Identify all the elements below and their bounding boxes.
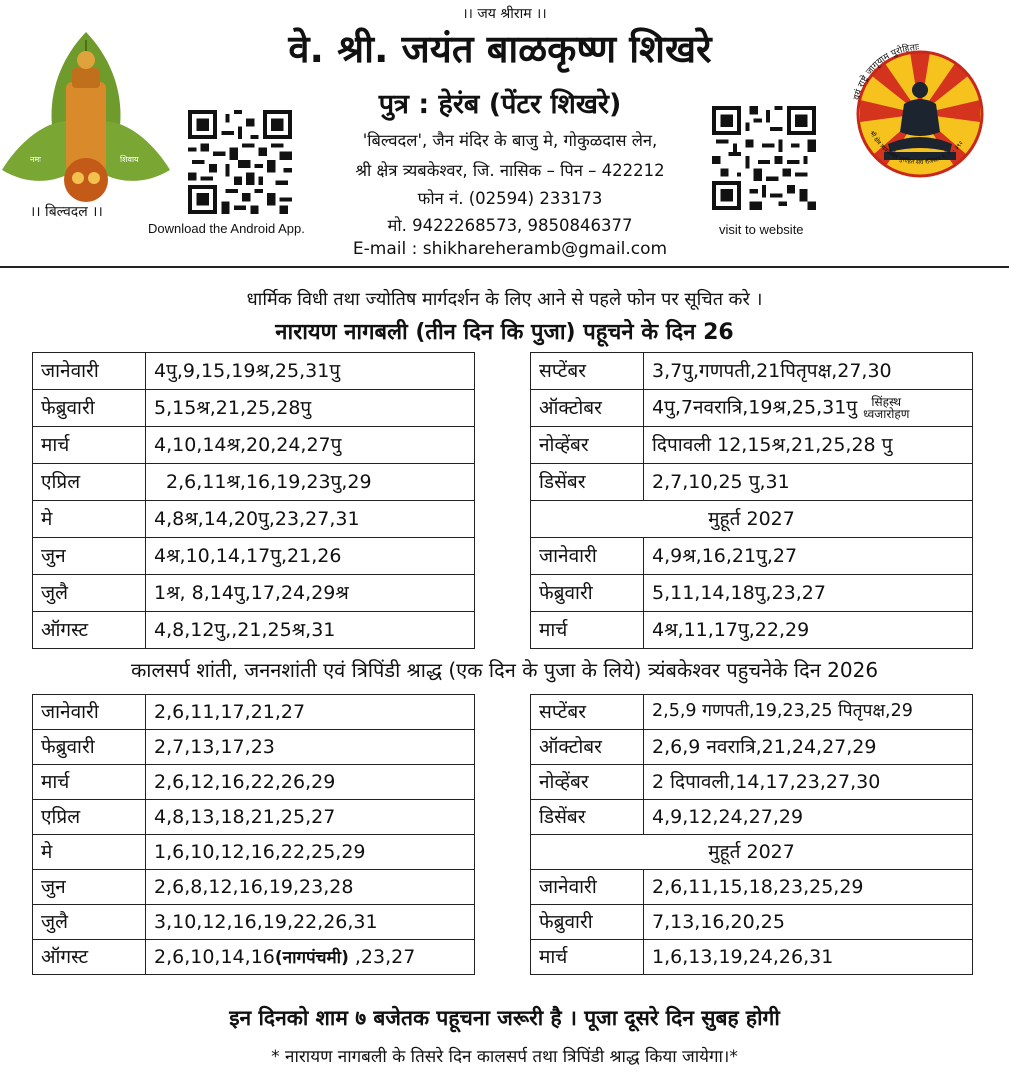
month-cell: जानेवारी bbox=[33, 695, 146, 730]
dates-text: 2,6,10,14,16 bbox=[154, 945, 275, 968]
dates-cell: 2,6,12,16,22,26,29 bbox=[146, 765, 475, 800]
table-row bbox=[33, 940, 475, 975]
dates-cell: 2,6,8,12,16,19,23,28 bbox=[146, 870, 475, 905]
table-row bbox=[33, 800, 475, 835]
month-cell: एप्रिल bbox=[33, 800, 146, 835]
dates-cell: 2,5,9 गणपती,19,23,25 पितृपक्ष,29 bbox=[644, 695, 973, 730]
dates-cell: 2,6,11,17,21,27 bbox=[146, 695, 475, 730]
table-row bbox=[33, 612, 475, 649]
dates-cell: 1,6,13,19,24,26,31 bbox=[644, 940, 973, 975]
table-row bbox=[33, 730, 475, 765]
dates-cell: दिपावली 12,15श्र,21,25,28 पु bbox=[644, 427, 973, 464]
table-row bbox=[33, 835, 475, 870]
table-row bbox=[531, 765, 973, 800]
simhastha-note bbox=[863, 396, 909, 420]
section2-title: कालसर्प शांती, जननशांती एवं त्रिपिंडी श्राद्ध (एक दिन के पुजा के लिये) त्र्यंबकेश्वर पहुचनेके दिन 2026 bbox=[130, 658, 879, 682]
dates-cell: 1श्र, 8,14पु,17,24,29श्र bbox=[146, 575, 475, 612]
qr-app-caption: Download the Android App. bbox=[148, 221, 305, 236]
month-cell: जानेवारी bbox=[33, 353, 146, 390]
table-row bbox=[33, 870, 475, 905]
month-cell: ऑगस्ट bbox=[33, 612, 146, 649]
qr-code-app[interactable] bbox=[188, 110, 292, 214]
month-cell: मार्च bbox=[531, 612, 644, 649]
table-row bbox=[33, 353, 475, 390]
table-row bbox=[33, 390, 475, 427]
dates-cell: 2,6,9 नवरात्रि,21,24,27,29 bbox=[644, 730, 973, 765]
table-row bbox=[33, 464, 475, 501]
table-row bbox=[531, 390, 973, 427]
emblem-bottom-text: श्री क्षेत्र त्र्यंबकेश्वर पुरोहित संघ रजिस्टर नं. F - ३९२ bbox=[868, 129, 965, 167]
table-row bbox=[33, 695, 475, 730]
page-subtitle: पुत्र : हेरंब (पेंटर शिखरे) bbox=[378, 89, 622, 120]
section1-left-table bbox=[32, 352, 475, 649]
table-row bbox=[531, 695, 973, 730]
dates-cell: 4,9श्र,16,21पु,27 bbox=[644, 538, 973, 575]
dates-cell: 2,6,11,15,18,23,25,29 bbox=[644, 870, 973, 905]
dates-cell bbox=[146, 940, 475, 975]
dates-cell: 5,15श्र,21,25,28पु bbox=[146, 390, 475, 427]
month-cell: ऑगस्ट bbox=[33, 940, 146, 975]
table-row bbox=[33, 427, 475, 464]
month-cell: मार्च bbox=[531, 940, 644, 975]
table-row bbox=[33, 575, 475, 612]
table-row bbox=[531, 612, 973, 649]
mobile-numbers: मो. 9422268573, 9850846377 bbox=[387, 216, 633, 235]
month-cell: डिसेंबर bbox=[531, 800, 644, 835]
month-cell: फेब्रुवारी bbox=[531, 575, 644, 612]
email-address[interactable]: E-mail : shikhareheramb@gmail.com bbox=[352, 239, 668, 259]
table-row bbox=[531, 940, 973, 975]
dates-cell: 3,7पु,गणपती,21पितृपक्ष,27,30 bbox=[644, 353, 973, 390]
table-row bbox=[531, 427, 973, 464]
month-cell: जानेवारी bbox=[531, 538, 644, 575]
month-cell: जुलै bbox=[33, 905, 146, 940]
section1-right-table bbox=[530, 352, 973, 649]
month-cell: मे bbox=[33, 835, 146, 870]
dates-cell: 4,8,13,18,21,25,27 bbox=[146, 800, 475, 835]
note-line-1: सिंहस्थ bbox=[871, 395, 902, 409]
month-cell: जुलै bbox=[33, 575, 146, 612]
dates-cell: 4,8श्र,14,20पु,23,27,31 bbox=[146, 501, 475, 538]
table-row bbox=[531, 905, 973, 940]
table-row bbox=[33, 905, 475, 940]
header-divider bbox=[0, 266, 1009, 268]
month-cell: मे bbox=[33, 501, 146, 538]
month-cell: सप्टेंबर bbox=[531, 353, 644, 390]
month-cell: फेब्रुवारी bbox=[33, 390, 146, 427]
muhurat-year-row: मुहूर्त 2027 bbox=[531, 501, 973, 538]
leaf-text-right: शिवाय bbox=[120, 155, 139, 164]
dates-cell: 5,11,14,18पु,23,27 bbox=[644, 575, 973, 612]
nagpanchami-label: (नागपंचमी) bbox=[274, 947, 349, 968]
table-row bbox=[531, 538, 973, 575]
table-row bbox=[531, 353, 973, 390]
month-cell: फेब्रुवारी bbox=[531, 905, 644, 940]
dates-cell: 4पु,9,15,19श्र,25,31पु bbox=[146, 353, 475, 390]
month-cell: जुन bbox=[33, 538, 146, 575]
notice-text: धार्मिक विधी तथा ज्योतिष मार्गदर्शन के लिए आने से पहले फोन पर सूचित करे । bbox=[246, 289, 763, 310]
dates-cell: 4,9,12,24,27,29 bbox=[644, 800, 973, 835]
address-line-1: 'बिल्वदल', जैन मंदिर के बाजु मे, गोकुळदास लेन, bbox=[362, 131, 658, 150]
month-cell: ऑक्टोबर bbox=[531, 390, 644, 427]
dates-cell: 4श्र,11,17पु,22,29 bbox=[644, 612, 973, 649]
month-cell: सप्टेंबर bbox=[531, 695, 644, 730]
table-row bbox=[33, 765, 475, 800]
address-line-2: श्री क्षेत्र त्र्यबकेश्वर, जि. नासिक – पिन – 422212 bbox=[355, 161, 665, 180]
dates-cell: 4श्र,10,14,17पु,21,26 bbox=[146, 538, 475, 575]
note-line-2: ध्वजारोहण bbox=[863, 407, 910, 421]
dates-cell: 2,6,11श्र,16,19,23पु,29 bbox=[146, 464, 475, 501]
month-cell: जुन bbox=[33, 870, 146, 905]
invocation: ।। जय श्रीराम ।। bbox=[462, 6, 547, 22]
arrival-instruction: इन दिनको शाम ७ बजेतक पहूचना जरूरी है । पूजा दूसरे दिन सुबह होगी bbox=[229, 1006, 780, 1030]
phone-number: फोन नं. (02594) 233173 bbox=[417, 189, 603, 208]
table-row bbox=[531, 835, 973, 870]
emblem-arc-text: वयं राष्ट्रे जागृयाम पुरोहिताः bbox=[852, 42, 920, 102]
dates-cell: 4,8,12पु,,21,25श्र,31 bbox=[146, 612, 475, 649]
dates-cell: 3,10,12,16,19,22,26,31 bbox=[146, 905, 475, 940]
footnote: * नारायण नागबली के तिसरे दिन कालसर्प तथा त्रिपिंडी श्राद्ध किया जायेगा।* bbox=[271, 1047, 738, 1067]
table-row bbox=[531, 464, 973, 501]
table-row bbox=[531, 575, 973, 612]
leaf-text-left: नमः bbox=[30, 155, 41, 164]
dates-cell: 2,7,10,25 पु,31 bbox=[644, 464, 973, 501]
table-row bbox=[33, 538, 475, 575]
month-cell: नोव्हेंबर bbox=[531, 427, 644, 464]
dates-tail: ,23,27 bbox=[348, 945, 416, 968]
month-cell: मार्च bbox=[33, 765, 146, 800]
dates-cell: 1,6,10,12,16,22,25,29 bbox=[146, 835, 475, 870]
month-cell: जानेवारी bbox=[531, 870, 644, 905]
muhurat-year-row: मुहूर्त 2027 bbox=[531, 835, 973, 870]
month-cell: डिसेंबर bbox=[531, 464, 644, 501]
page-title: वे. श्री. जयंत बाळकृष्ण शिखरे bbox=[288, 27, 712, 71]
qr-website-caption: visit to website bbox=[719, 222, 804, 237]
qr-code-website[interactable] bbox=[712, 106, 816, 210]
dates-cell: 4,10,14श्र,20,24,27पु bbox=[146, 427, 475, 464]
dates-cell: 7,13,16,20,25 bbox=[644, 905, 973, 940]
section2-right-table bbox=[530, 694, 973, 975]
month-cell: फेब्रुवारी bbox=[33, 730, 146, 765]
dates-text: 4पु,7नवरात्रि,19श्र,25,31पु bbox=[652, 396, 858, 419]
month-cell: नोव्हेंबर bbox=[531, 765, 644, 800]
month-cell: मार्च bbox=[33, 427, 146, 464]
bilvadal-caption: ।। बिल्वदल ।। bbox=[30, 204, 103, 220]
table-row bbox=[531, 800, 973, 835]
section1-title: नारायण नागबली (तीन दिन कि पुजा) पहूचने के दिन 26 bbox=[275, 320, 734, 345]
bilvadal-logo bbox=[0, 30, 172, 205]
dates-cell: 2,7,13,17,23 bbox=[146, 730, 475, 765]
dates-cell bbox=[644, 390, 973, 427]
table-row bbox=[531, 870, 973, 905]
month-cell: एप्रिल bbox=[33, 464, 146, 501]
dates-cell: 2 दिपावली,14,17,23,27,30 bbox=[644, 765, 973, 800]
section2-left-table bbox=[32, 694, 475, 975]
table-row bbox=[33, 501, 475, 538]
purohit-sangh-emblem bbox=[838, 32, 1002, 192]
table-row bbox=[531, 501, 973, 538]
table-row bbox=[531, 730, 973, 765]
month-cell: ऑक्टोबर bbox=[531, 730, 644, 765]
